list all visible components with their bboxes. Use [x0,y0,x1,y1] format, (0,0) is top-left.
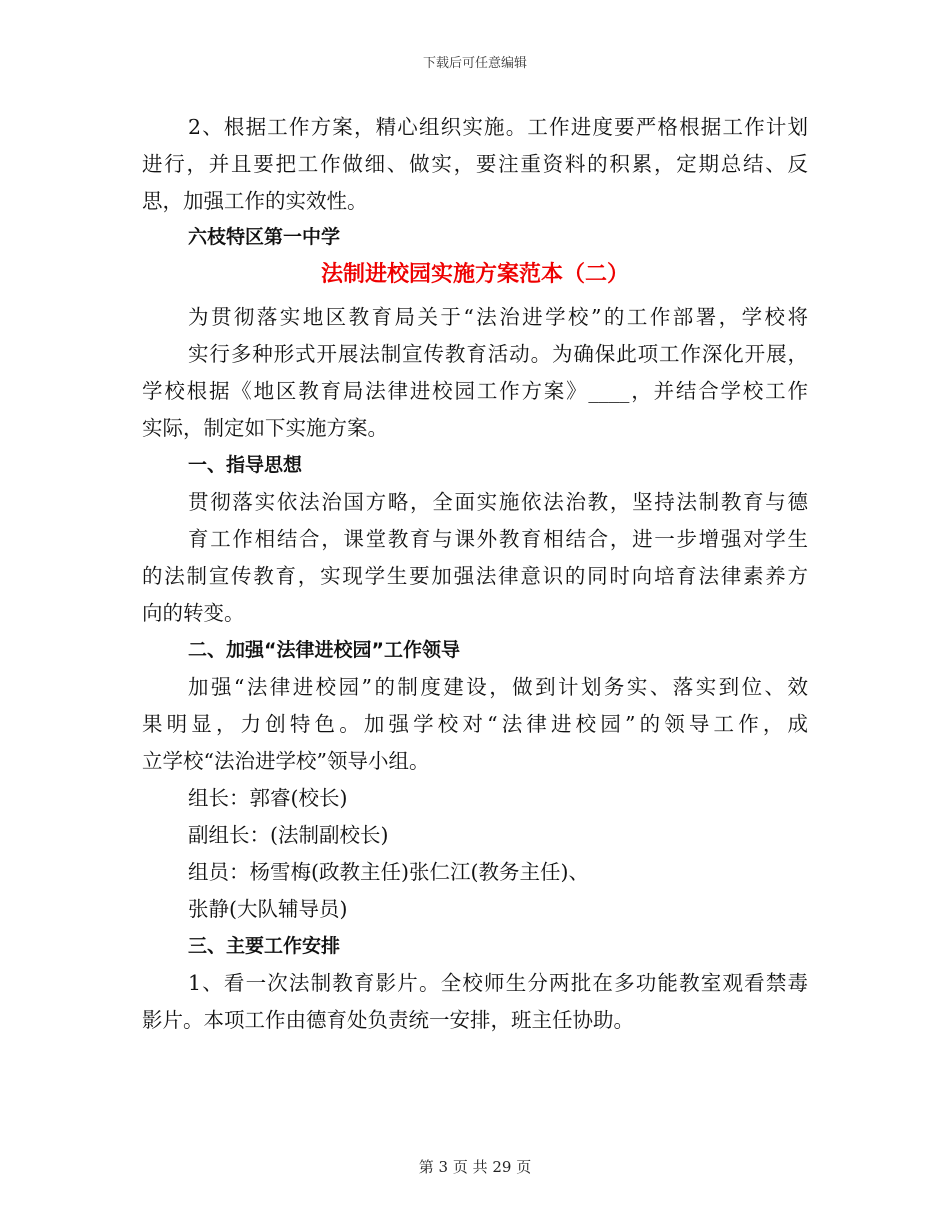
section-heading: 一、指导思想 [188,454,303,476]
paragraph-line: 加强“法律进校园”的制度建设，做到计划务实、落实到位、效 [188,675,808,699]
team-vice-leader: 副组长：(法制副校长) [188,823,389,847]
paragraph-line: 1、看一次法制教育影片。全校师生分两批在多功能教室观看禁毒 [188,971,808,995]
paragraph-line: 果明显，力创特色。加强学校对“法律进校园”的领导工作，成 [142,712,808,736]
paragraph-line: 实行多种形式开展法制宣传教育活动。为确保此项工作深化开展， [188,342,808,366]
section-heading: 二、加强“法律进校园”工作领导 [188,639,460,661]
school-name: 六枝特区第一中学 [188,226,341,248]
paragraph-line: 立学校“法治进学校”领导小组。 [142,749,430,773]
paragraph-line: 育工作相结合，课堂教育与课外教育相结合，进一步增强对学生 [188,527,808,551]
document-title: 法制进校园实施方案范本（二） [320,262,629,287]
paragraph-line: 为贯彻落实地区教育局关于“法治进学校”的工作部署，学校将 [188,305,808,329]
page-header-note: 下载后可任意编辑 [422,56,527,71]
paragraph-line: 学校根据《地区教育局法律进校园工作方案》____，并结合学校工作 [142,379,808,403]
paragraph-line: 实际，制定如下实施方案。 [142,416,388,440]
paragraph-line: 进行，并且要把工作做细、做实，要注重资料的积累，定期总结、反 [142,152,808,176]
paragraph-line: 影片。本项工作由德育处负责统一安排，班主任协助。 [142,1008,634,1032]
team-members: 组员：杨雪梅(政教主任)张仁江(教务主任)、 [188,860,589,884]
section-heading: 三、主要工作安排 [188,935,341,957]
team-leader: 组长：郭睿(校长) [188,786,348,810]
paragraph-line: 向的转变。 [142,601,245,625]
team-members-cont: 张静(大队辅导员) [188,897,348,921]
paragraph-line: 贯彻落实依法治国方略，全面实施依法治教，坚持法制教育与德 [188,490,808,514]
paragraph-line: 的法制宣传教育，实现学生要加强法律意识的同时向培育法律素养方 [142,564,808,588]
paragraph-line: 思，加强工作的实效性。 [142,189,368,213]
page-footer-number: 第 3 页 共 29 页 [418,1158,532,1176]
paragraph-line: 2、根据工作方案，精心组织实施。工作进度要严格根据工作计划 [188,115,808,139]
